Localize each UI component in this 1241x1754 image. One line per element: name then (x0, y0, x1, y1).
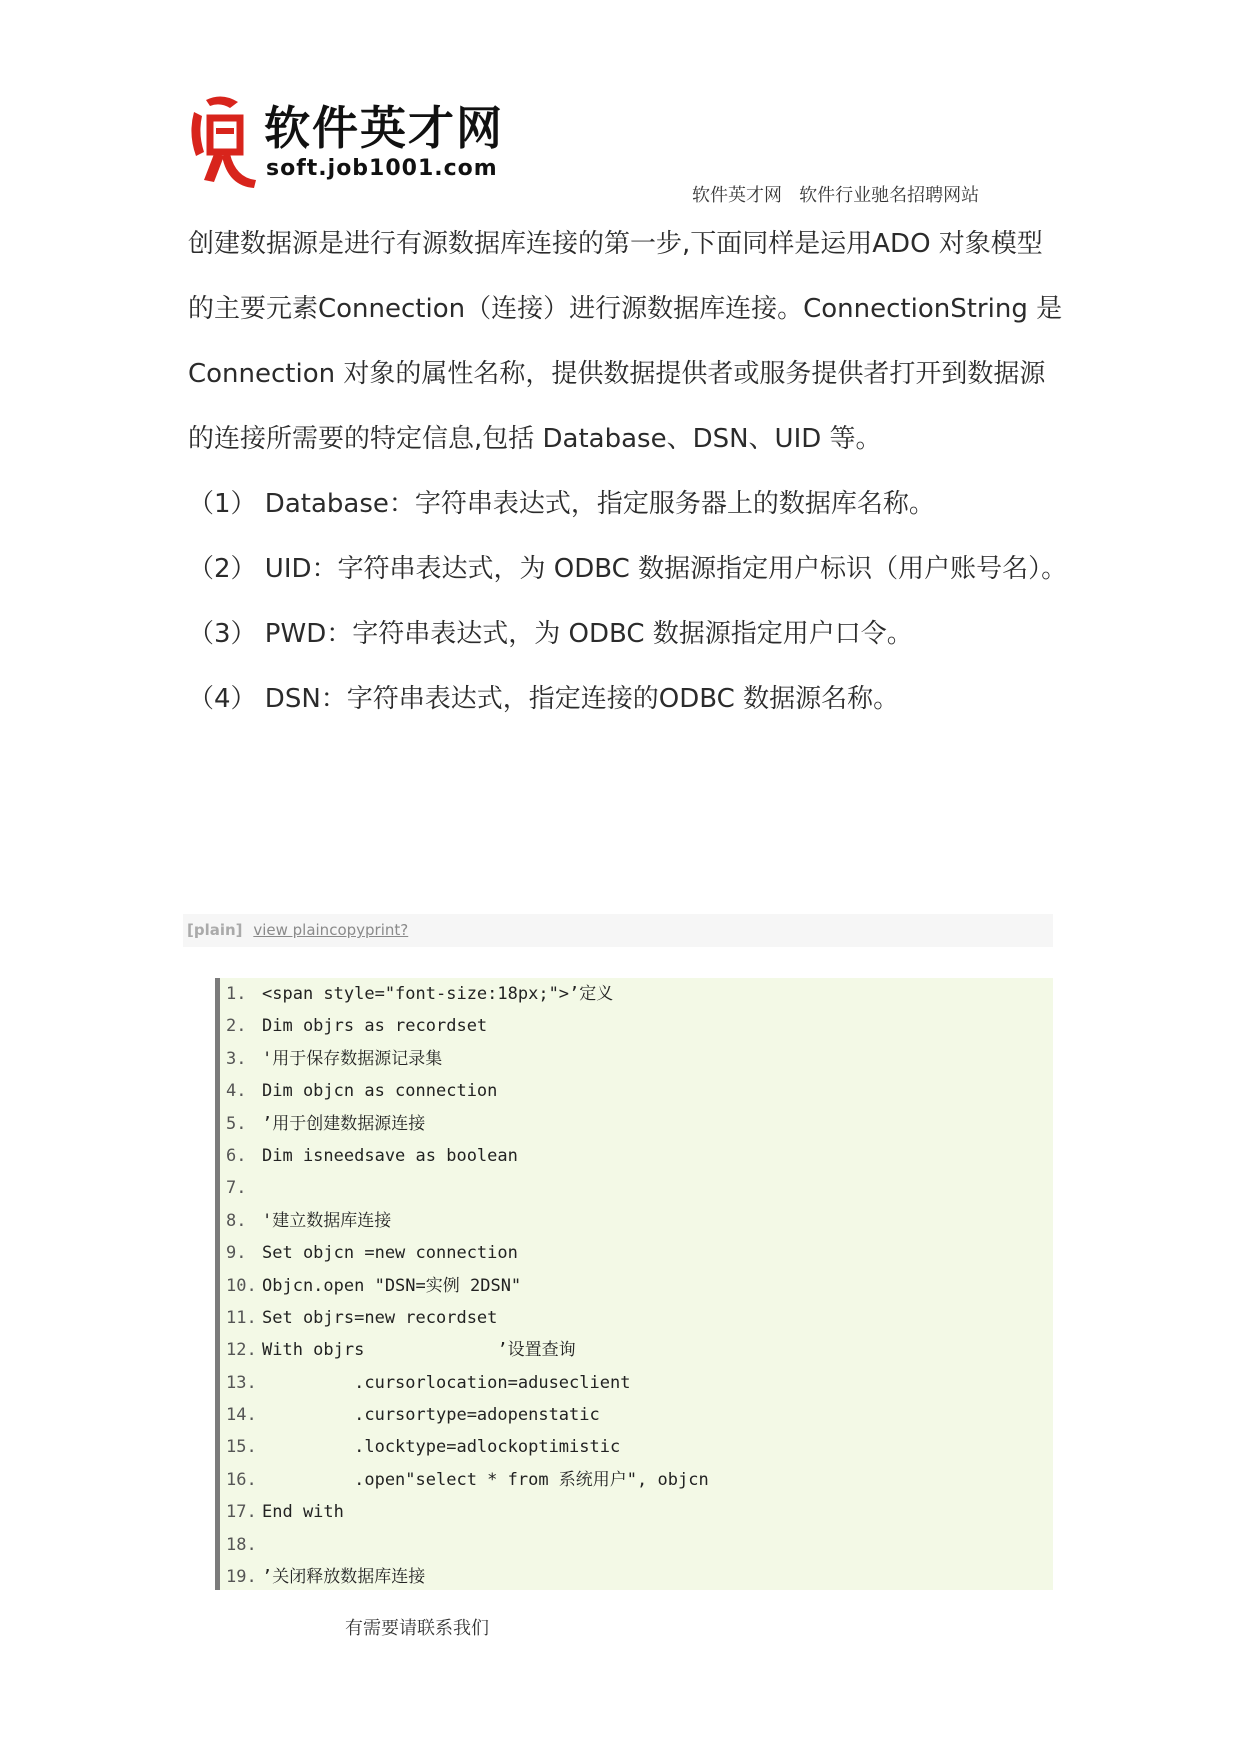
code-text: With objrs ’设置查询 (262, 1340, 576, 1361)
code-line (220, 1302, 1053, 1334)
code-line (220, 1367, 1053, 1399)
line-number: 10. (226, 1275, 257, 1296)
code-line (220, 978, 1053, 1010)
view-plain-link[interactable]: view plaincopyprint? (253, 921, 409, 939)
line-number: 15. (226, 1437, 257, 1458)
line-number: 16. (226, 1469, 257, 1490)
logo-text-cn: 软件英才网 (264, 101, 504, 155)
line-number: 18. (226, 1534, 257, 1555)
line-number: 9. (226, 1243, 247, 1264)
article-body (188, 212, 1068, 732)
code-text: ’用于创建数据源连接 (262, 1113, 426, 1134)
line-number: 13. (226, 1372, 257, 1393)
code-line (220, 1464, 1053, 1496)
code-lines (220, 978, 1053, 1593)
code-line (220, 1075, 1053, 1107)
code-line (220, 1172, 1053, 1204)
code-line (220, 1237, 1053, 1269)
code-text: .locktype=adlockoptimistic (262, 1437, 621, 1458)
plain-label: [plain] (187, 921, 243, 939)
list-item: （4） DSN：字符串表达式，指定连接的ODBC 数据源名称。 (188, 684, 900, 714)
code-text: Dim objcn as connection (262, 1081, 498, 1102)
code-toolbar (183, 914, 1053, 947)
list-item: （3） PWD：字符串表达式，为 ODBC 数据源指定用户口令。 (188, 619, 913, 649)
code-text: .cursorlocation=aduseclient (262, 1372, 631, 1393)
code-text: Set objrs=new recordset (262, 1307, 498, 1328)
code-line (220, 1108, 1053, 1140)
line-number: 12. (226, 1340, 257, 1361)
code-text: Dim objrs as recordset (262, 1016, 488, 1037)
code-line (220, 1431, 1053, 1463)
line-number: 4. (226, 1081, 247, 1102)
line-number: 17. (226, 1502, 257, 1523)
logo-text-en: soft.job1001.com (266, 156, 498, 181)
code-text: '用于保存数据源记录集 (262, 1048, 443, 1069)
code-line (220, 1561, 1053, 1593)
code-text: Objcn.open "DSN=实例 2DSN" (262, 1275, 522, 1296)
line-number: 8. (226, 1210, 247, 1231)
code-text: <span style="font-size:18px;">’定义 (262, 984, 614, 1004)
code-line (220, 1334, 1053, 1366)
list-item: （1） Database：字符串表达式，指定服务器上的数据库名称。 (188, 489, 935, 519)
code-text: .open"select * from 系统用户", objcn (262, 1469, 709, 1490)
line-number: 2. (226, 1016, 247, 1037)
code-line (220, 1140, 1053, 1172)
code-text: ’关闭释放数据库连接 (262, 1567, 426, 1588)
line-number: 19. (226, 1567, 257, 1588)
code-line (220, 1043, 1053, 1075)
line-number: 14. (226, 1405, 257, 1426)
line-number: 5. (226, 1113, 247, 1134)
intro-paragraph: 创建数据源是进行有源数据库连接的第一步,下面同样是运用ADO 对象模型的主要元素Connection（连接）进行源数据库连接。ConnectionString 是 Connection 对象的属性名称，提供数据提供者或服务提供者打开到数据源的连接所需要的特定信息,包括 Database、DSN、UID 等。 (188, 229, 1063, 454)
code-line (220, 1496, 1053, 1528)
footer-note: 有需要请联系我们 (345, 1618, 489, 1639)
line-number: 3. (226, 1048, 247, 1069)
code-line (220, 1010, 1053, 1042)
line-number: 7. (226, 1178, 247, 1199)
logo-mark-icon (186, 94, 258, 190)
code-line (220, 1270, 1053, 1302)
list-item: （2） UID：字符串表达式，为 ODBC 数据源指定用户标识（用户账号名）。 (188, 554, 1068, 584)
code-text: Dim isneedsave as boolean (262, 1145, 518, 1166)
code-line (220, 1205, 1053, 1237)
line-number: 11. (226, 1307, 257, 1328)
code-text: End with (262, 1502, 344, 1523)
code-text: '建立数据库连接 (262, 1210, 392, 1231)
header-tagline: 软件英才网 软件行业驰名招聘网站 (692, 185, 980, 206)
logo (186, 94, 506, 194)
code-line (220, 1529, 1053, 1561)
code-block (215, 978, 1053, 1590)
code-text: Set objcn =new connection (262, 1243, 518, 1264)
line-number: 6. (226, 1145, 247, 1166)
line-number: 1. (226, 984, 247, 1004)
code-line (220, 1399, 1053, 1431)
code-text: .cursortype=adopenstatic (262, 1405, 600, 1426)
